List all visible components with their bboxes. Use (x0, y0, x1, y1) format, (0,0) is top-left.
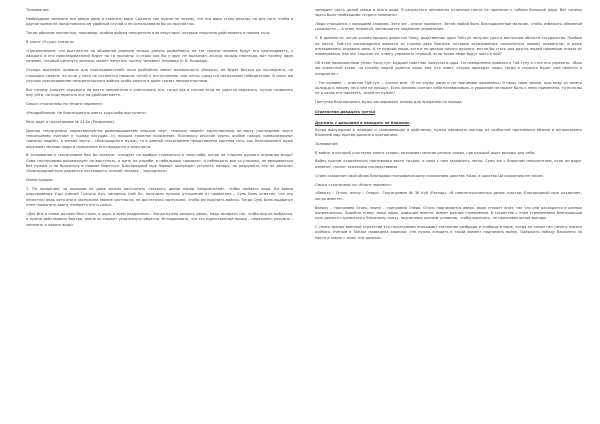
paragraph: В толковании к гексаграмме Ван Би сказано: «следует ли вообще стремиться к чему-либо, когда на стороне дурного огромная мощь? Сама гексаграмма рекомендует не выступать, а жить на отшибе, в небольшом «домике», и наблюдать все со стороны, не вмешиваться без нужды и не бросаться в порыве бороться. Благородный муж бывает вынужден уступить напору, но разрушить его не должны: «Благородный муж держится настоящего; низкий человек – заурядного» (26, 153, 293, 174)
paragraph: запирает часть целой семьи и всего рода. В результате неизменно отличные никто не принесли к гибели большой рода. Вот почему здесь было необходимо «строго запирать». (315, 8, 582, 18)
paragraph: Поступки благородного мужа закладывают основу для преданности народа. (315, 100, 463, 105)
paragraph: Смысл стратагемы по «Книге перемен»: (315, 182, 393, 187)
paragraph: 1. По преданию, за выходом из дома можно рассчитать «закрыть двери перед неприятелем», чтобы поймать вора. Во время царствования У-ди учёный Гунсунь Хун, чиновник Сюй Ле, получили лучшее отношение от правителя… Сунь Бинь отметил, что это нечестно; ведь хотя они и заслужили звание честности, не достаточно заслужили, чтобы им поручить войско. Тогда Сунь Бинь выдвинул план: выманить врага, запереть его и сжечь. (26, 187, 293, 208)
paragraph: Необходимо запереть все двери дома и схватить вора. Сделать так нужно не потому, что эти воры столь опасны, но для того, чтобы в другое время не представился им удобный случай и не использовали бы их против нас. (26, 16, 293, 27)
paragraph: Люди страшатся с хорошими словами. Зато же – иначе приносят. Затем любой быть благодаренным мальчик, чтобы избежать обманной сложности — в этом, пожалуй, заключается надёжное управление. (315, 22, 582, 32)
paragraph: «Для Инь в семье должен был страх, и царь, и всем подданным… Когда нужно закрыть дверь, надо запирать так, чтобы вор не выбрался, и нужно действовать быстро, иначе он сможет ускользнуть обратно. Игнорировать, что это единственный выход – неразумно; разумно – запереть и ловить вора». (26, 211, 293, 227)
paragraph: Вот почему следует окружить на месте неприятеля и уничтожать его, тогда как в случае если не удастся окружить, лучше позволить ему уйти, но подстерегать его на удобном месте. (26, 87, 293, 98)
paragraph: Смысл стратагемы по «Книге перемен»: (26, 102, 104, 107)
paragraph: «Вверху – Огонь, внизу – Озеро». Гексаграмма № 38 Куй (Разлад): «В немногочисленных делах счастье. Благородный муж разделяет, когда вместе». (315, 191, 582, 201)
paragraph: «Раздробление. Не благоприятно иметь куда-либо выступать». (26, 110, 148, 115)
paragraph: Таким образом полностью, например, особые войска неприятеля или лазутчики, которые поручено действовать в нашем тылу. (26, 31, 271, 36)
paragraph: «Предположим, что выстрел-на на обширной равнине только одного разбойника, но тот тысячи человек будут его преследовать, у каждого и его преследователей будет на то причины: и страх как бы у враг не выскочил, из-под засады неоткуда, вот почему один человек, готовый рискнуть жизнью, может напугать тысячу человек» (перевод Н. И. Конрада). (26, 48, 293, 64)
paragraph: Войну против отдалённого противника вести трудно, а союз с ним заключить легко. Союз же с ближним неприятелем, если он вдруг изменит, грозит тяжелыми последствиями. (315, 159, 582, 169)
paragraph: Вверху – триграмма Огонь, внизу – триграмма Озеро. Огонь поднимается вверх, вода стекает вниз, так что они расходятся в разных направлениях. Подобно этому, иные люди, живущие вместе, имеют разные стремления. В соседстве с этим стремлением благородный муж должен стремиться к ближнему союзу, подчиняясь разным условиям, чтобы выиграть, не признавая вызов выгоды. (315, 205, 582, 221)
paragraph: Толкование: (26, 8, 50, 12)
paragraph: 2. В древности, когда усилия пришли династия Чжоу, родственник царя Тай-гун получил удел в восточном области государства. Прибыв на место, Тай-гун распорядился вывести из страны двух братьев, которые отказывались поклоняться новому правителю, и даже отказывались отдавать дань. А те мудрые люди, хотя и не делали ничего дурного, могли бы стать для других людей примером отказа от повиновения. Как же, спросил он, я могу управлять страной, если такие люди будут жить в ней? (315, 36, 582, 57)
paragraph: В войне, в которой участвуют много сторон, возникают многие разные союзы, где каждый ищет выгоды для себя. (315, 150, 536, 155)
paragraph: Толкование: (315, 141, 339, 146)
paragraph: – Тот-человек, – ответил Тай-гун, – сказал мне: «Я не служу царю и не принимаю жалованья. Я пашу свою землю, пью воду из своего колодца и никому ни о чем не прошу». Если человек считает себя независимым, и уважение не может быть к нему применено, то если вы не в силах его наказать, зачем он нужен? (315, 80, 582, 96)
paragraph: Иллюстрации: (26, 178, 54, 183)
paragraph: Отсюда вытекает правило для преследователей: если разбойник имеет возможность убежать, он будет биться до последнего, не страшась смерти; но если у него не останется никаких путей к отступлению, они легко сдадутся нескольким победителям. В иных же случаях преследование неприятельского войска особо опасно и даже грозит неприятностями. (26, 68, 293, 83)
paragraph: Данная гексаграмма характеризуется доминированием иньских черт, «мелких людей» единственную ян-черту (последнюю черту гексаграммы считают к «среди пасущих…»), прошла тяжелое положение. Поскольку иньские черты, особое говоря, символизируют «мелких людей», а янская черта – «благородного мужа», то в данной гексаграмме представлена картина того, как благородного мужа окружают мелкие люди и положение его находится в опасности. (26, 128, 293, 149)
paragraph: Речь идет о гексаграмме № 23 Бо (Разорение). (26, 119, 116, 124)
paragraph: Об этом происшествии узнал Чжоу-гун, мудрый советник чжоуского царя. Он немедленно приехал к Тай-гуну и стал его упрекать: «Ваш же известный закон, на службу людей удается лишь тем, кто знает, откуда приходят люди, тогда и служить будет уже нелегко и неприятно.» (315, 61, 582, 76)
paragraph: В книге «У-цзы» сказано: (26, 39, 75, 44)
section-heading: Стратагема двадцать третья (315, 110, 376, 115)
right-column (315, 8, 582, 418)
paragraph: С точки зрения военной стратегии эта гексаграмма описывает состояние разброда и усобицы в мире, когда по силам нет ничего никого особого. Учёным в Тай-юе проведена хроника: «Не нужно спешить в такой момент поднимать войну. Одержать победу ближнего на месте в союзе с теми, кто далеко». (315, 225, 582, 240)
left-column (26, 8, 293, 418)
section-heading: Дружить с дальними и нападать на ближних (315, 120, 410, 125)
paragraph: Когда вынуждены в позиции и сковывающие в действиях, нужно извлекать выгоду из слабостей противника вблизи и использовать ближний мир против далекого противника. (315, 127, 582, 137)
paragraph: Стрек сохраняет свой облик благодаря географическому положению царства Чжао, а царство Ци сохраняло ее также. (315, 173, 544, 178)
